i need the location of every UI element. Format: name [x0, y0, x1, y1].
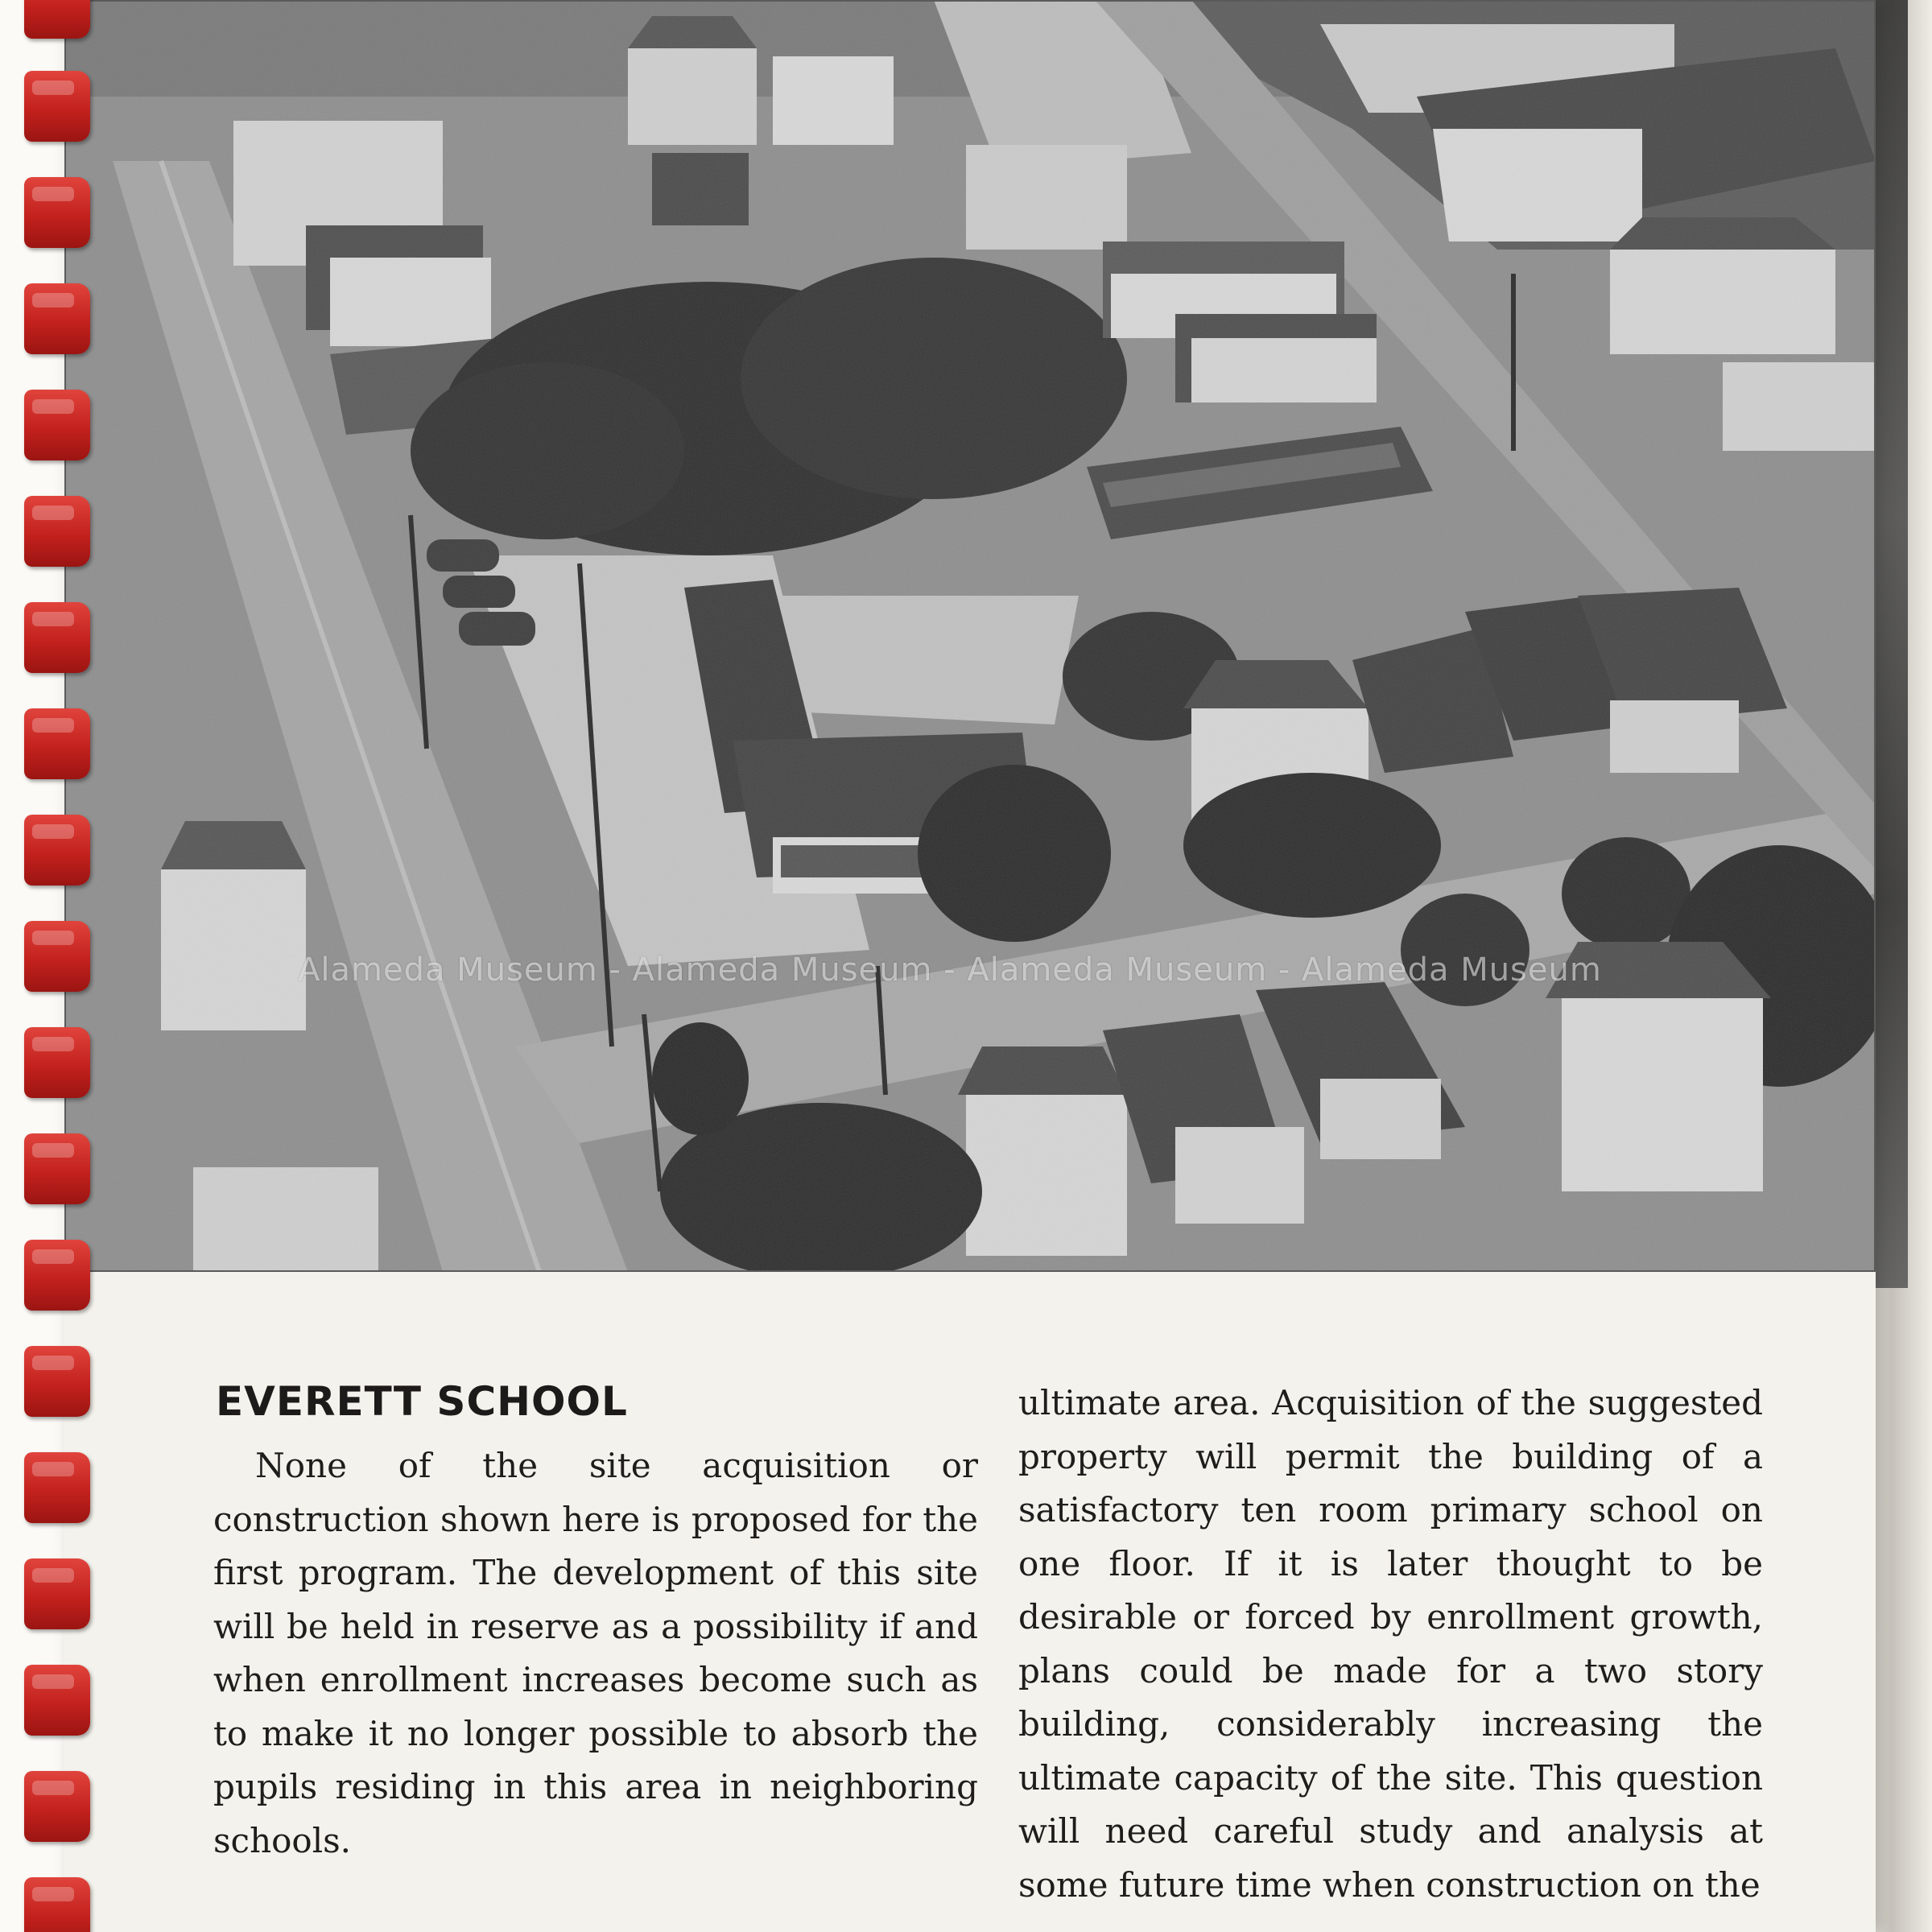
binding-coil: [24, 815, 90, 886]
binding-coil: [24, 1452, 90, 1523]
binding-coil: [24, 1665, 90, 1736]
binding-coil: [24, 1133, 90, 1204]
watermark-text: Alameda Museum - Alameda Museum - Alameda Museum - Alameda Museum: [298, 952, 1602, 989]
left-text-column: [213, 1439, 978, 1868]
binding-coil: [24, 602, 90, 673]
binding-coil: [24, 1558, 90, 1629]
binding-coil: [24, 496, 90, 567]
binding-coil: [24, 71, 90, 142]
binding-coil: [24, 1877, 90, 1932]
left-column-paragraph: None of the site acquisition or construction shown here is proposed for the first program. The development of this site will be held in reserve as a possibility if and when enrollment increases become such as to make it no longer possible to absorb the pupils residing in this area in neighboring schools.: [213, 1446, 978, 1860]
binding-coil: [24, 0, 90, 39]
binding-coil: [24, 390, 90, 460]
book-page: [64, 0, 1876, 1932]
binding-coil: [24, 283, 90, 354]
next-page-edge: [1876, 0, 1932, 1932]
right-text-column: [1018, 1377, 1763, 1912]
binding-coil: [24, 1240, 90, 1311]
aerial-photo-illustration: [64, 0, 1876, 1272]
spiral-binding: [0, 0, 95, 1932]
aerial-photograph: [64, 0, 1876, 1272]
article-title: EVERETT SCHOOL: [216, 1378, 628, 1425]
binding-coil: [24, 921, 90, 992]
binding-coil: [24, 177, 90, 248]
binding-coil: [24, 708, 90, 779]
binding-coil: [24, 1027, 90, 1098]
binding-coil: [24, 1771, 90, 1842]
binding-coil: [24, 1346, 90, 1417]
right-column-paragraph: ultimate area. Acquisition of the suggested property will permit the building of a satisfactory ten room primary school on one floor. If it is later thought to be desirable or forced by enrollment growth, plans could be made for a two story building, considerably increasing the ultimate capacity of the site. This question will need careful study and analysis at some future time when construction on the: [1018, 1383, 1763, 1905]
